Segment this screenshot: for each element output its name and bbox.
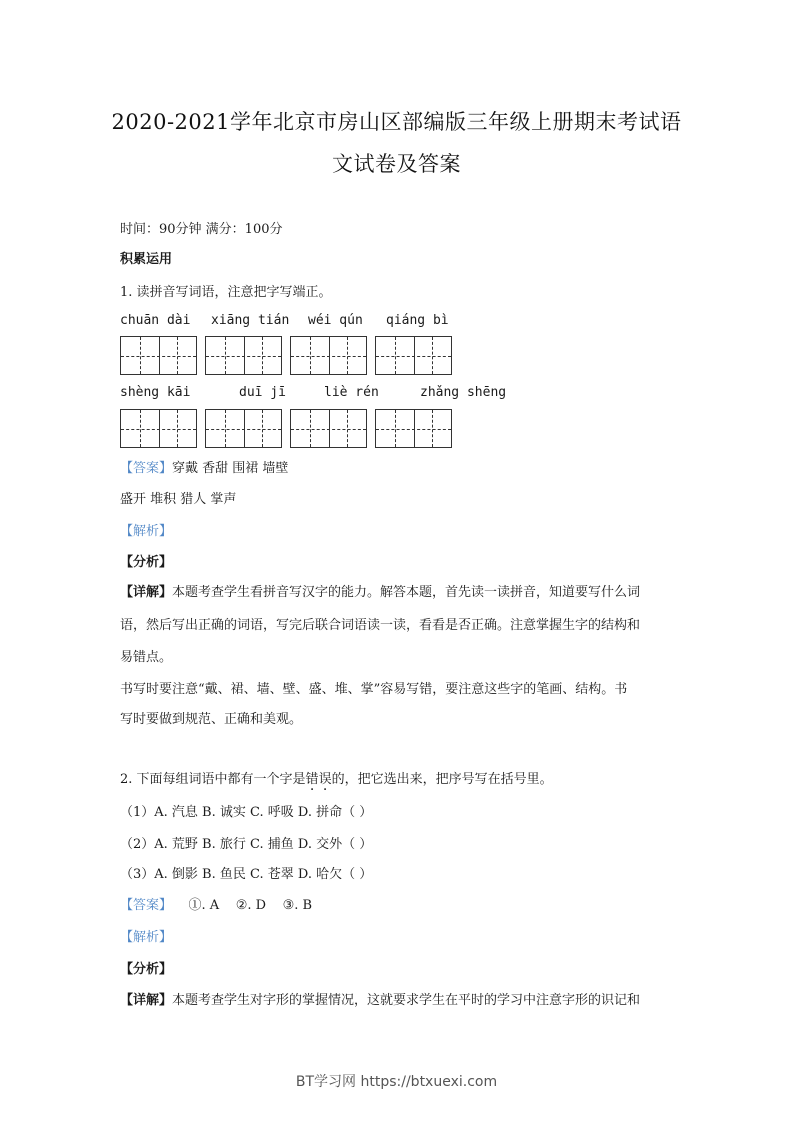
pinyin: wéi qún [308, 313, 363, 328]
q2-option-3: （3）A. 倒影 B. 鱼民 C. 苍翠 D. 哈欠（ ） [120, 867, 373, 882]
document-title-line2: 文试卷及答案 [332, 152, 461, 176]
q1-prompt: 1. 读拼音写词语，注意把字写端正。 [120, 285, 332, 300]
detail-label: 【详解】 [120, 585, 173, 600]
emphasis-char: 错 [305, 772, 319, 787]
q1-detail-line2: 语，然后写出正确的词语，写完后联合词语读一读，看看是否正确。注意掌握生字的结构和 [120, 618, 641, 633]
answer-label: 【答案】 [120, 461, 173, 476]
pinyin: chuān dài [120, 313, 191, 328]
section-heading: 积累运用 [120, 252, 173, 267]
writing-box[interactable] [120, 409, 197, 448]
writing-box[interactable] [290, 336, 367, 375]
pinyin: shèng kāi [120, 385, 191, 400]
emphasis-char: 误 [318, 772, 332, 787]
q1-detail-line1: 【详解】本题考查学生看拼音写汉字的能力。解答本题，首先读一读拼音，知道要写什么词 [120, 585, 641, 600]
q1-answer [120, 457, 288, 476]
q2-fenxi-label: 【分析】 [120, 962, 173, 977]
detail-label: 【详解】 [120, 993, 173, 1008]
q1-jiexi-label: 【解析】 [120, 524, 173, 539]
writing-box[interactable] [375, 409, 452, 448]
writing-box[interactable] [290, 409, 367, 448]
pinyin: qiáng bì [386, 313, 449, 328]
q2-option-2: （2）A. 荒野 B. 旅行 C. 捕鱼 D. 交外（ ） [120, 837, 373, 852]
pinyin: duī jī [239, 385, 286, 400]
writing-box[interactable] [375, 336, 452, 375]
q2-jiexi-label: 【解析】 [120, 930, 173, 945]
q2-prompt: 2. 下面每组词语中都有一个字是错误的，把它选出来，把序号写在括号里。 [120, 772, 553, 787]
q2-option-1: （1）A. 汽息 B. 诚实 C. 呼吸 D. 拼命（ ） [120, 805, 373, 820]
document-title-line1: 2020-2021学年北京市房山区部编版三年级上册期末考试语 [111, 110, 682, 134]
writing-box[interactable] [205, 409, 282, 448]
writing-box[interactable] [205, 336, 282, 375]
answer-label: 【答案】 [120, 898, 173, 913]
q1-detail-line4: 书写时要注意“戴、裙、墙、壁、盛、堆、掌”容易写错，要注意这些字的笔画、结构。书 [120, 682, 628, 697]
pinyin: liè rén [324, 385, 379, 400]
pinyin: xiāng tián [211, 313, 290, 328]
answer-text: 穿戴 香甜 围裙 墙壁 [172, 461, 289, 476]
exam-meta: 时间：90分钟 满分：100分 [120, 222, 283, 237]
q1-detail-line3: 易错点。 [120, 650, 173, 665]
footer-watermark: BT学习网 https://btxuexi.com [295, 1074, 498, 1090]
pinyin: zhǎng shēng [420, 385, 507, 400]
q1-fenxi-label: 【分析】 [120, 555, 173, 570]
q2-answer [120, 894, 312, 913]
q1-answer-line2: 盛开 堆积 猎人 掌声 [120, 492, 237, 507]
q2-detail-line1: 【详解】本题考查学生对字形的掌握情况，这就要求学生在平时的学习中注意字形的识记和 [120, 993, 641, 1008]
answer-text: ①. A ②. D ③. B [172, 898, 313, 913]
q1-detail-line5: 写时要做到规范、正确和美观。 [120, 712, 303, 727]
writing-box[interactable] [120, 336, 197, 375]
